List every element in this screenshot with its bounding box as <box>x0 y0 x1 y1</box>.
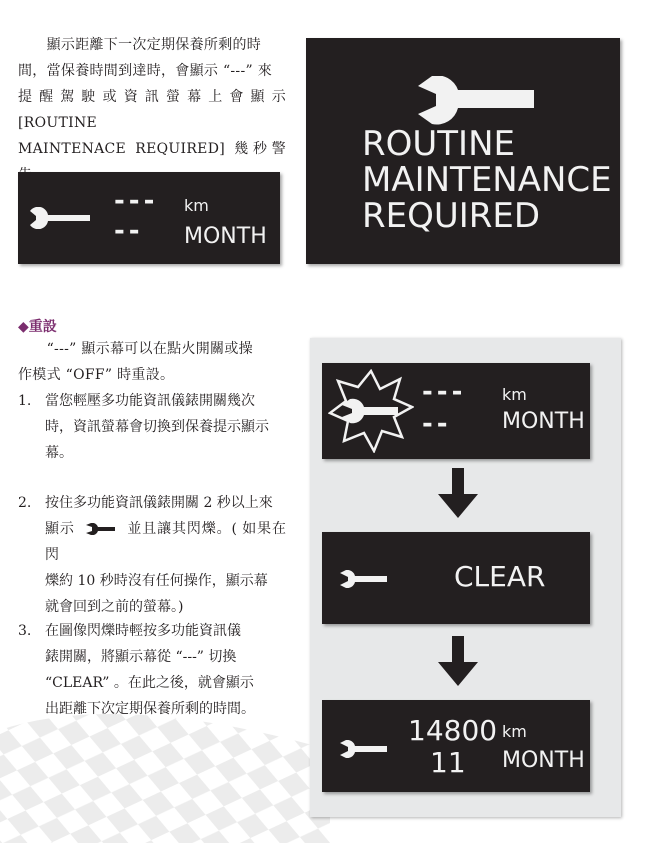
unit-km: km <box>502 722 527 741</box>
step-line: 按住多功能資訊儀錶開關 2 秒以上來 <box>45 495 273 511</box>
step-text: 並且讓其閃爍。( 如果在閃 <box>45 521 287 563</box>
step-line: “CLEAR” 。在此之後，就會顯示 <box>45 675 254 691</box>
reset-step-2 <box>18 490 287 615</box>
step-line: 爍約 10 秒時沒有任何操作，顯示幕 <box>45 573 268 589</box>
unit-km: km <box>502 385 527 404</box>
step-line: 錶開關，將顯示幕從 “---” 切換 <box>45 649 237 665</box>
dashes-months: -- <box>114 216 144 246</box>
dashes-distance: --- <box>422 377 467 407</box>
step-line-with-icon <box>45 516 286 568</box>
down-arrow-icon <box>438 468 478 518</box>
step-number: 2. <box>18 495 32 511</box>
reset-intro-line: “---” 顯示幕可以在點火開關或操 <box>18 341 253 357</box>
reset-screen-flashing <box>322 363 590 459</box>
unit-month: MONTH <box>184 224 267 249</box>
step-number: 3. <box>18 623 32 639</box>
unit-month: MONTH <box>502 748 585 773</box>
step-line: 出距離下次定期保養所剩的時間。 <box>45 701 255 717</box>
unit-month: MONTH <box>502 409 585 434</box>
step-line: 幕。 <box>45 445 73 461</box>
wrench-icon <box>340 570 388 588</box>
reset-step-3 <box>18 618 286 724</box>
step-line: 時，資訊螢幕會切換到保養提示顯示 <box>45 419 269 435</box>
reset-section-title: ◆重設 <box>18 319 57 335</box>
step-text: 顯示 <box>45 521 75 537</box>
dashes-months: -- <box>422 409 452 439</box>
dashes-distance: --- <box>114 186 159 216</box>
wrench-icon <box>86 523 116 535</box>
clear-label: CLEAR <box>454 560 546 593</box>
reset-intro <box>18 336 286 388</box>
intro-line: 間，當保養時間到達時，會顯示 “---” 來 <box>18 63 273 79</box>
wrench-icon <box>418 76 538 128</box>
reset-step-1 <box>18 388 286 468</box>
intro-line: 提醒駕駛或資訊螢幕上會顯示 [ROUTINE <box>18 89 286 131</box>
down-arrow-icon <box>438 636 478 686</box>
flashing-starburst-icon <box>328 369 414 453</box>
routine-maintenance-display <box>306 38 620 264</box>
step-line: 在圖像閃爍時輕按多功能資訊儀 <box>45 623 241 639</box>
unit-km: km <box>184 196 209 215</box>
reset-screen-values <box>322 700 590 792</box>
intro-line: 顯示距離下一次定期保養所剩的時 <box>18 37 262 53</box>
routine-line: ROUTINE <box>362 124 515 164</box>
maintenance-display-small <box>18 172 280 264</box>
required-line: REQUIRED <box>362 196 541 236</box>
months-value: 11 <box>430 746 466 779</box>
step-number: 1. <box>18 393 32 409</box>
wrench-icon <box>340 740 388 758</box>
reset-screen-clear <box>322 532 590 624</box>
wrench-icon <box>30 207 92 229</box>
step-line: 當您輕壓多功能資訊儀錶開關幾次 <box>45 393 255 409</box>
reset-intro-line: 作模式 “OFF” 時重設。 <box>18 367 175 383</box>
distance-value: 14800 <box>408 714 498 747</box>
intro-paragraph <box>18 32 286 188</box>
intro-line: MAINTENACE REQUIRED] 幾秒警 <box>18 141 286 157</box>
step-line: 就會回到之前的螢幕。) <box>45 599 184 615</box>
maintenance-line: MAINTENANCE <box>362 160 612 200</box>
